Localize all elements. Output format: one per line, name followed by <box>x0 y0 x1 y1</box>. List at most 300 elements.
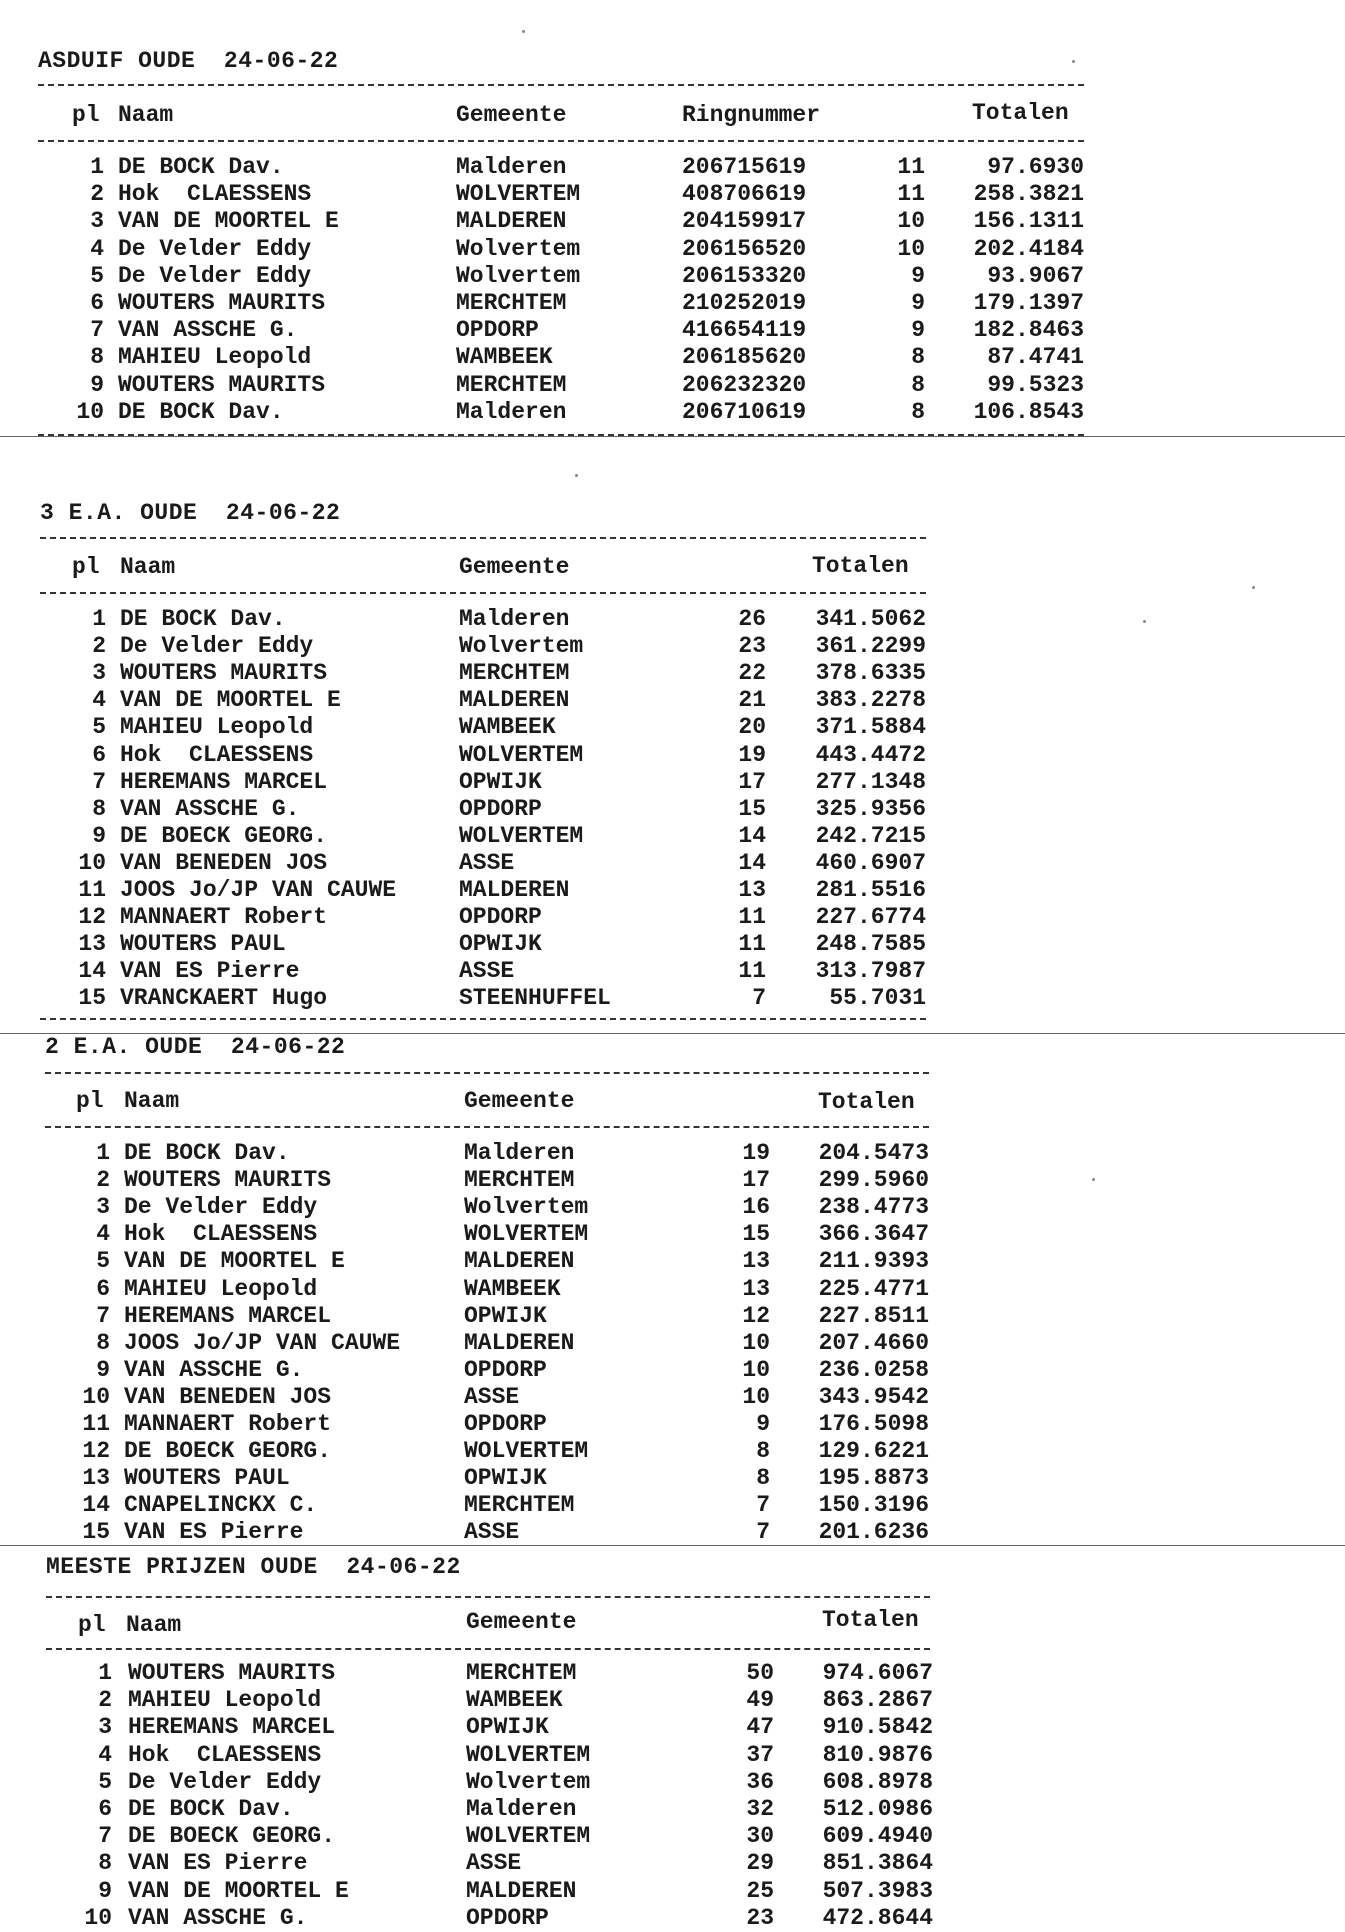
cell-count: 19 <box>738 741 766 768</box>
cell-naam: HEREMANS MARCEL <box>120 768 328 795</box>
table-row <box>0 1905 1345 1932</box>
cell-gemeente: WOLVERTEM <box>459 822 584 849</box>
cell-count: 23 <box>738 633 766 660</box>
cell-gemeente: Wolvertem <box>456 262 581 289</box>
cell-count: 8 <box>756 1465 770 1492</box>
cell-count: 10 <box>742 1383 770 1410</box>
cell-pl: 12 <box>78 904 106 931</box>
cell-total: 55.7031 <box>829 985 926 1012</box>
cell-naam: HEREMANS MARCEL <box>128 1714 336 1741</box>
cell-gemeente: WOLVERTEM <box>464 1438 589 1465</box>
cell-total: 851.3864 <box>822 1850 933 1877</box>
cell-pl: 1 <box>98 1660 112 1686</box>
cell-naam: WOUTERS MAURITS <box>118 371 326 398</box>
cell-total: 97.6930 <box>987 154 1084 180</box>
table-row <box>0 290 1345 317</box>
cell-naam: VAN ES Pierre <box>124 1519 304 1546</box>
cell-total: 313.7987 <box>815 958 926 985</box>
cell-naam: MAHIEU Leopold <box>128 1687 322 1714</box>
cell-total: 207.4660 <box>818 1329 929 1356</box>
cell-pl: 13 <box>78 931 106 958</box>
col-header-totalen: Totalen <box>972 100 1069 126</box>
table-row <box>0 1878 1345 1905</box>
cell-count: 9 <box>911 317 925 344</box>
cell-ringnummer: 206715619 <box>682 154 807 180</box>
cell-pl: 3 <box>92 660 106 687</box>
cell-gemeente: ASSE <box>459 849 515 876</box>
section-title: ASDUIF OUDE 24-06-22 <box>38 48 339 74</box>
cell-pl: 2 <box>96 1167 110 1194</box>
cell-total: 443.4472 <box>815 741 926 768</box>
cell-pl: 11 <box>78 877 106 903</box>
cell-count: 29 <box>746 1850 774 1877</box>
divider <box>40 1018 926 1020</box>
cell-naam: DE BOECK GEORG. <box>128 1823 336 1850</box>
divider <box>45 1072 929 1074</box>
cell-count: 36 <box>746 1768 774 1795</box>
cell-total: 202.4184 <box>973 235 1084 262</box>
col-header-totalen: Totalen <box>818 1089 915 1115</box>
table-row <box>0 1742 1345 1769</box>
cell-naam: WOUTERS MAURITS <box>120 660 328 687</box>
cell-gemeente: Malderen <box>459 606 570 632</box>
cell-pl: 8 <box>90 344 104 371</box>
table-row <box>0 1276 1345 1303</box>
cell-count: 17 <box>738 768 766 795</box>
divider <box>40 537 926 539</box>
cell-total: 176.5098 <box>818 1411 929 1437</box>
divider <box>46 1596 930 1598</box>
cell-total: 810.9876 <box>822 1741 933 1768</box>
cell-gemeente: Malderen <box>456 154 567 180</box>
cell-count: 9 <box>911 290 925 316</box>
table-row <box>0 1221 1345 1248</box>
table-row <box>0 687 1345 714</box>
cell-count: 30 <box>746 1823 774 1850</box>
cell-total: 201.6236 <box>818 1519 929 1546</box>
table-row <box>0 372 1345 399</box>
section-title: MEESTE PRIJZEN OUDE 24-06-22 <box>46 1554 461 1580</box>
cell-count: 7 <box>752 985 766 1012</box>
cell-naam: WOUTERS PAUL <box>124 1465 290 1492</box>
cell-count: 22 <box>738 660 766 687</box>
cell-gemeente: ASSE <box>464 1519 520 1546</box>
cell-naam: DE BOCK Dav. <box>118 154 284 180</box>
cell-naam: DE BOCK Dav. <box>128 1796 294 1822</box>
cell-total: 248.7585 <box>815 931 926 958</box>
cell-pl: 4 <box>98 1741 112 1768</box>
cell-gemeente: WAMBEEK <box>456 344 553 371</box>
cell-pl: 1 <box>92 606 106 632</box>
table-row <box>0 796 1345 823</box>
table-row <box>0 1357 1345 1384</box>
cell-gemeente: MALDEREN <box>459 877 570 903</box>
cell-pl: 7 <box>96 1302 110 1329</box>
cell-naam: DE BOCK Dav. <box>120 606 286 632</box>
cell-total: 863.2867 <box>822 1687 933 1714</box>
table-row <box>0 1519 1345 1546</box>
cell-pl: 7 <box>90 317 104 344</box>
cell-pl: 5 <box>96 1248 110 1275</box>
cell-naam: VAN BENEDEN JOS <box>124 1383 332 1410</box>
cell-count: 11 <box>738 904 766 931</box>
cell-total: 236.0258 <box>818 1356 929 1383</box>
table-row <box>0 1714 1345 1741</box>
cell-total: 129.6221 <box>818 1438 929 1465</box>
cell-pl: 11 <box>82 1411 110 1437</box>
cell-naam: MAHIEU Leopold <box>120 714 314 741</box>
table-row <box>0 958 1345 985</box>
cell-count: 50 <box>746 1660 774 1686</box>
cell-total: 211.9393 <box>818 1248 929 1275</box>
cell-ringnummer: 206153320 <box>682 262 807 289</box>
table-row <box>0 931 1345 958</box>
cell-gemeente: MERCHTEM <box>466 1660 577 1686</box>
divider <box>46 1648 930 1650</box>
table-row <box>0 1492 1345 1519</box>
divider <box>38 140 1084 142</box>
cell-naam: De Velder Eddy <box>128 1768 322 1795</box>
cell-total: 609.4940 <box>822 1823 933 1850</box>
cell-total: 227.8511 <box>818 1302 929 1329</box>
table-row <box>0 1330 1345 1357</box>
table-row <box>0 1796 1345 1823</box>
cell-naam: VAN DE MOORTEL E <box>118 208 339 235</box>
table-row <box>0 317 1345 344</box>
cell-naam: JOOS Jo/JP VAN CAUWE <box>124 1329 401 1356</box>
cell-count: 16 <box>742 1194 770 1221</box>
table-row <box>0 823 1345 850</box>
cell-gemeente: OPWIJK <box>464 1302 547 1329</box>
cell-count: 9 <box>756 1411 770 1437</box>
cell-total: 195.8873 <box>818 1465 929 1492</box>
cell-pl: 15 <box>78 985 106 1012</box>
table-row <box>0 181 1345 208</box>
cell-ringnummer: 408706619 <box>682 181 807 208</box>
cell-naam: WOUTERS PAUL <box>120 931 286 958</box>
cell-naam: VAN DE MOORTEL E <box>128 1877 349 1904</box>
cell-total: 371.5884 <box>815 714 926 741</box>
cell-count: 13 <box>738 877 766 903</box>
cell-naam: Hok CLAESSENS <box>124 1221 318 1248</box>
table-row <box>0 236 1345 263</box>
cell-pl: 5 <box>98 1768 112 1795</box>
cell-gemeente: MALDEREN <box>464 1329 575 1356</box>
table-row <box>0 1411 1345 1438</box>
cell-pl: 2 <box>98 1687 112 1714</box>
cell-pl: 4 <box>90 235 104 262</box>
cell-total: 93.9067 <box>987 262 1084 289</box>
cell-ringnummer: 206710619 <box>682 398 807 425</box>
cell-naam: De Velder Eddy <box>118 262 312 289</box>
table-row <box>0 1248 1345 1275</box>
cell-pl: 7 <box>92 768 106 795</box>
cell-total: 238.4773 <box>818 1194 929 1221</box>
cell-pl: 10 <box>76 398 104 425</box>
cell-count: 12 <box>742 1302 770 1329</box>
cell-pl: 6 <box>98 1796 112 1822</box>
cell-pl: 5 <box>92 714 106 741</box>
cell-total: 150.3196 <box>818 1492 929 1519</box>
cell-count: 49 <box>746 1687 774 1714</box>
cell-count: 9 <box>911 262 925 289</box>
cell-total: 512.0986 <box>822 1796 933 1822</box>
cell-total: 383.2278 <box>815 687 926 714</box>
table-row <box>0 208 1345 235</box>
table-row <box>0 877 1345 904</box>
cell-count: 47 <box>746 1714 774 1741</box>
cell-total: 299.5960 <box>818 1167 929 1194</box>
section-title: 3 E.A. OUDE 24-06-22 <box>40 500 341 526</box>
table-row <box>0 1850 1345 1877</box>
cell-total: 225.4771 <box>818 1275 929 1302</box>
col-header-gemeente: Gemeente <box>459 554 570 580</box>
table-row <box>0 1194 1345 1221</box>
table-row <box>0 904 1345 931</box>
col-header-naam: Naam <box>120 554 176 580</box>
cell-gemeente: MALDEREN <box>464 1248 575 1275</box>
cell-naam: MAHIEU Leopold <box>124 1275 318 1302</box>
scan-speck <box>522 30 525 33</box>
cell-gemeente: MALDEREN <box>466 1877 577 1904</box>
cell-total: 378.6335 <box>815 660 926 687</box>
cell-gemeente: ASSE <box>464 1383 520 1410</box>
cell-total: 87.4741 <box>987 344 1084 371</box>
table-row <box>0 263 1345 290</box>
cell-count: 10 <box>897 235 925 262</box>
cell-gemeente: OPDORP <box>466 1904 549 1931</box>
cell-gemeente: WOLVERTEM <box>459 741 584 768</box>
cell-naam: VAN DE MOORTEL E <box>120 687 341 714</box>
cell-pl: 8 <box>98 1850 112 1877</box>
cell-total: 366.3647 <box>818 1221 929 1248</box>
cell-total: 361.2299 <box>815 633 926 660</box>
cell-pl: 8 <box>96 1329 110 1356</box>
cell-gemeente: OPDORP <box>459 904 542 931</box>
col-header-gemeente: Gemeente <box>466 1609 577 1635</box>
table-row <box>0 1823 1345 1850</box>
cell-ringnummer: 206232320 <box>682 371 807 398</box>
cell-pl: 6 <box>90 290 104 316</box>
cell-total: 608.8978 <box>822 1768 933 1795</box>
cell-naam: VAN BENEDEN JOS <box>120 849 328 876</box>
cell-naam: MANNAERT Robert <box>124 1411 332 1437</box>
cell-gemeente: MERCHTEM <box>459 660 570 687</box>
cell-total: 910.5842 <box>822 1714 933 1741</box>
cell-naam: HEREMANS MARCEL <box>124 1302 332 1329</box>
col-header-naam: Naam <box>124 1088 180 1114</box>
cell-naam: VAN ASSCHE G. <box>118 317 298 344</box>
cell-count: 32 <box>746 1796 774 1822</box>
section-title: 2 E.A. OUDE 24-06-22 <box>45 1034 346 1060</box>
cell-total: 182.8463 <box>973 317 1084 344</box>
scan-speck <box>575 474 578 477</box>
cell-count: 13 <box>742 1248 770 1275</box>
cell-naam: VAN DE MOORTEL E <box>124 1248 345 1275</box>
cell-gemeente: OPDORP <box>459 795 542 822</box>
cell-total: 341.5062 <box>815 606 926 632</box>
cell-naam: VAN ASSCHE G. <box>120 795 300 822</box>
table-row <box>0 154 1345 181</box>
table-row <box>0 742 1345 769</box>
col-header-totalen: Totalen <box>812 553 909 579</box>
cell-total: 179.1397 <box>973 290 1084 316</box>
cell-pl: 13 <box>82 1465 110 1492</box>
cell-total: 343.9542 <box>818 1383 929 1410</box>
cell-gemeente: MERCHTEM <box>456 371 567 398</box>
cell-count: 26 <box>738 606 766 632</box>
cell-pl: 3 <box>98 1714 112 1741</box>
cell-gemeente: ASSE <box>466 1850 522 1877</box>
cell-total: 325.9356 <box>815 795 926 822</box>
cell-naam: DE BOECK GEORG. <box>124 1438 332 1465</box>
cell-pl: 1 <box>90 154 104 180</box>
table-row <box>0 1465 1345 1492</box>
cell-naam: WOUTERS MAURITS <box>128 1660 336 1686</box>
cell-count: 11 <box>897 154 925 180</box>
cell-naam: VAN ES Pierre <box>120 958 300 985</box>
table-row <box>0 344 1345 371</box>
col-header-pl: pl <box>76 1088 104 1114</box>
cell-ringnummer: 210252019 <box>682 290 807 316</box>
table-row <box>0 1303 1345 1330</box>
cell-naam: De Velder Eddy <box>120 633 314 660</box>
table-row <box>0 1438 1345 1465</box>
cell-pl: 4 <box>92 687 106 714</box>
cell-naam: VAN ASSCHE G. <box>128 1904 308 1931</box>
cell-gemeente: MERCHTEM <box>464 1492 575 1519</box>
cell-count: 8 <box>756 1438 770 1465</box>
cell-gemeente: WOLVERTEM <box>466 1823 591 1850</box>
col-header-pl: pl <box>78 1612 106 1638</box>
cell-gemeente: MERCHTEM <box>464 1167 575 1194</box>
cell-pl: 2 <box>92 633 106 660</box>
scan-speck <box>1252 586 1255 589</box>
divider <box>40 592 926 594</box>
cell-pl: 14 <box>82 1492 110 1519</box>
cell-count: 11 <box>738 931 766 958</box>
divider <box>38 434 1084 436</box>
cell-naam: VAN ES Pierre <box>128 1850 308 1877</box>
cell-naam: Hok CLAESSENS <box>128 1741 322 1768</box>
cell-ringnummer: 206185620 <box>682 344 807 371</box>
table-row <box>0 399 1345 426</box>
scan-speck <box>1072 60 1075 63</box>
cell-pl: 10 <box>78 849 106 876</box>
cell-total: 281.5516 <box>815 877 926 903</box>
cell-naam: JOOS Jo/JP VAN CAUWE <box>120 877 397 903</box>
cell-count: 8 <box>911 371 925 398</box>
cell-ringnummer: 416654119 <box>682 317 807 344</box>
cell-pl: 4 <box>96 1221 110 1248</box>
cell-pl: 3 <box>90 208 104 235</box>
col-header-ringnummer: Ringnummer <box>682 102 821 128</box>
cell-total: 460.6907 <box>815 849 926 876</box>
cell-gemeente: Wolvertem <box>456 235 581 262</box>
cell-pl: 10 <box>82 1383 110 1410</box>
col-header-gemeente: Gemeente <box>464 1088 575 1114</box>
paper-cut-line <box>0 436 1345 437</box>
cell-gemeente: MERCHTEM <box>456 290 567 316</box>
cell-naam: DE BOCK Dav. <box>124 1140 290 1166</box>
cell-ringnummer: 206156520 <box>682 235 807 262</box>
divider <box>38 84 1084 86</box>
col-header-pl: pl <box>72 102 100 128</box>
cell-pl: 9 <box>98 1877 112 1904</box>
cell-total: 99.5323 <box>987 371 1084 398</box>
cell-gemeente: WOLVERTEM <box>456 181 581 208</box>
cell-pl: 14 <box>78 958 106 985</box>
table-row <box>0 769 1345 796</box>
cell-gemeente: Wolvertem <box>466 1768 591 1795</box>
cell-pl: 2 <box>90 181 104 208</box>
cell-total: 974.6067 <box>822 1660 933 1686</box>
cell-gemeente: Malderen <box>456 398 567 425</box>
cell-count: 23 <box>746 1904 774 1931</box>
cell-gemeente: STEENHUFFEL <box>459 985 611 1012</box>
cell-naam: MANNAERT Robert <box>120 904 328 931</box>
divider <box>45 1126 929 1128</box>
table-row <box>0 985 1345 1012</box>
cell-total: 258.3821 <box>973 181 1084 208</box>
cell-gemeente: WOLVERTEM <box>464 1221 589 1248</box>
cell-gemeente: Wolvertem <box>464 1194 589 1221</box>
table-row <box>0 660 1345 687</box>
cell-count: 10 <box>742 1329 770 1356</box>
cell-naam: CNAPELINCKX C. <box>124 1492 318 1519</box>
cell-naam: De Velder Eddy <box>118 235 312 262</box>
cell-pl: 15 <box>82 1519 110 1546</box>
col-header-naam: Naam <box>118 102 174 128</box>
table-row <box>0 1140 1345 1167</box>
cell-naam: VAN ASSCHE G. <box>124 1356 304 1383</box>
cell-count: 25 <box>746 1877 774 1904</box>
cell-total: 507.3983 <box>822 1877 933 1904</box>
cell-count: 13 <box>742 1275 770 1302</box>
cell-gemeente: OPWIJK <box>464 1465 547 1492</box>
cell-count: 17 <box>742 1167 770 1194</box>
cell-count: 15 <box>738 795 766 822</box>
cell-gemeente: OPWIJK <box>466 1714 549 1741</box>
col-header-totalen: Totalen <box>822 1607 919 1633</box>
cell-gemeente: WAMBEEK <box>466 1687 563 1714</box>
table-row <box>0 1384 1345 1411</box>
cell-pl: 7 <box>98 1823 112 1850</box>
table-row <box>0 850 1345 877</box>
table-row <box>0 714 1345 741</box>
col-header-gemeente: Gemeente <box>456 102 567 128</box>
cell-gemeente: OPWIJK <box>459 931 542 958</box>
cell-gemeente: WAMBEEK <box>459 714 556 741</box>
cell-pl: 12 <box>82 1438 110 1465</box>
cell-pl: 3 <box>96 1194 110 1221</box>
cell-gemeente: WOLVERTEM <box>466 1741 591 1768</box>
cell-total: 472.8644 <box>822 1904 933 1931</box>
cell-gemeente: OPDORP <box>464 1411 547 1437</box>
cell-naam: DE BOECK GEORG. <box>120 822 328 849</box>
cell-count: 20 <box>738 714 766 741</box>
cell-naam: Hok CLAESSENS <box>118 181 312 208</box>
cell-naam: WOUTERS MAURITS <box>124 1167 332 1194</box>
table-row <box>0 1687 1345 1714</box>
cell-total: 277.1348 <box>815 768 926 795</box>
cell-pl: 5 <box>90 262 104 289</box>
cell-total: 106.8543 <box>973 398 1084 425</box>
cell-pl: 1 <box>96 1140 110 1166</box>
cell-count: 7 <box>756 1492 770 1519</box>
cell-gemeente: OPDORP <box>464 1356 547 1383</box>
cell-count: 19 <box>742 1140 770 1166</box>
